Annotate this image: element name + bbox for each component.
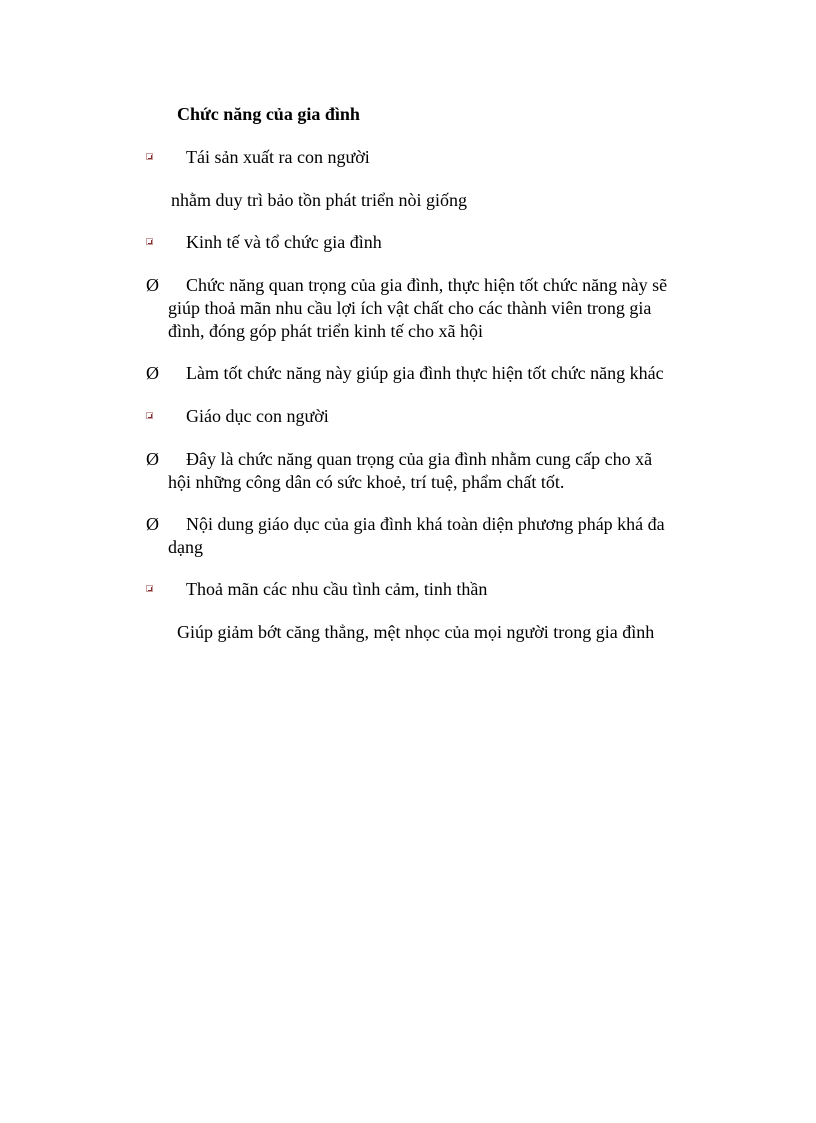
item-line: Chức năng quan trọng của gia đình, thực hiện tốt chức năng này sẽ — [186, 275, 668, 295]
item-line: Giúp giảm bớt căng thẳng, mệt nhọc của mọi người trong gia đình — [177, 622, 655, 642]
item-line: Làm tốt chức năng này giúp gia đình thực hiện tốt chức năng khác — [186, 363, 664, 383]
bullet-o-icon: Ø — [146, 275, 159, 295]
item-line: giúp thoả mãn nhu cầu lợi ích vật chất cho các thành viên trong gia — [168, 298, 652, 318]
bullet-o-icon: Ø — [146, 363, 159, 383]
item-line: Nội dung giáo dục của gia đình khá toàn diện phương pháp khá đa — [186, 514, 665, 534]
item-line: Kinh tế và tổ chức gia đình — [186, 232, 382, 252]
item-line: nhằm duy trì bảo tồn phát triển nòi giống — [171, 190, 467, 210]
bullet-o-icon: Ø — [146, 449, 159, 469]
item-line: hội những công dân có sức khoẻ, trí tuệ, phẩm chất tốt. — [168, 472, 565, 492]
document-title: Chức năng của gia đình — [177, 104, 360, 124]
item-line: đình, đóng góp phát triển kinh tế cho xã hội — [168, 321, 483, 341]
bullet-box-icon — [146, 238, 153, 245]
bullet-box-icon — [146, 153, 153, 160]
item-line: Tái sản xuất ra con người — [186, 147, 370, 167]
item-line: Đây là chức năng quan trọng của gia đình nhằm cung cấp cho xã — [186, 449, 653, 469]
item-line: dạng — [168, 537, 203, 557]
bullet-o-icon: Ø — [146, 514, 159, 534]
bullet-box-icon — [146, 412, 153, 419]
bullet-box-icon — [146, 585, 153, 592]
item-line: Giáo dục con người — [186, 406, 329, 426]
item-line: Thoả mãn các nhu cầu tình cảm, tinh thần — [186, 579, 488, 599]
